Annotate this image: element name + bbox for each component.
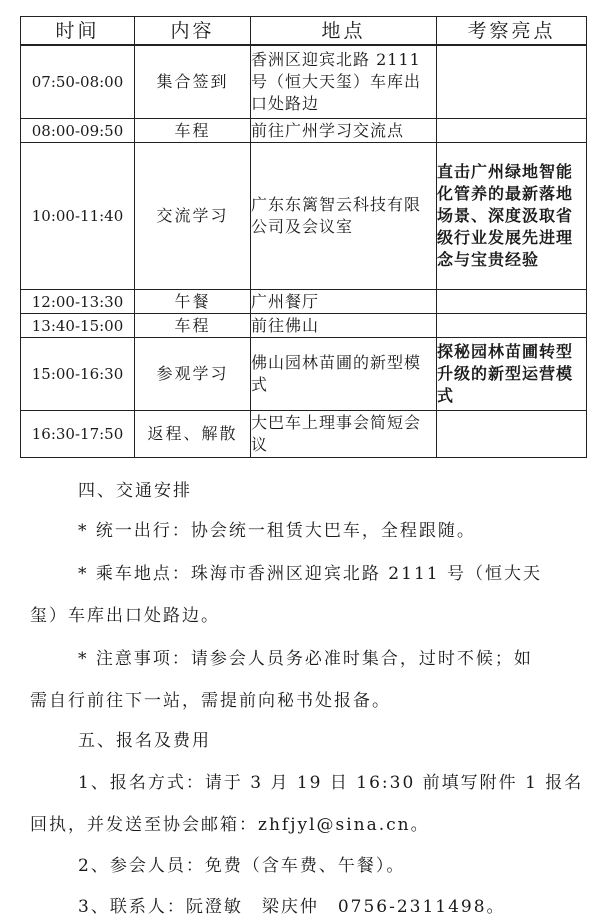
registration-method-line2: 回执，并发送至协会邮箱：zhfjyl@sina.cn。	[30, 815, 430, 835]
cell-highlight	[437, 45, 587, 119]
cell-time: 12:00-13:30	[21, 290, 135, 314]
table-row	[21, 338, 587, 411]
cell-highlight: 探秘园林苗圃转型升级的新型运营模式	[437, 338, 587, 411]
section-5-title: 五、报名及费用	[78, 731, 211, 751]
cell-place: 广州餐厅	[251, 290, 437, 314]
cell-time: 10:00-11:40	[21, 143, 135, 290]
cell-highlight: 直击广州绿地智能化管养的最新落地场景、深度汲取省级行业发展先进理念与宝贵经验	[437, 143, 587, 290]
cell-time: 13:40-15:00	[21, 314, 135, 338]
cell-place: 前往佛山	[251, 314, 437, 338]
table-row	[21, 119, 587, 143]
cell-content: 交流学习	[135, 143, 251, 290]
table-row	[21, 411, 587, 458]
transport-pickup-line1: * 乘车地点：珠海市香洲区迎宾北路 2111 号（恒大天	[78, 564, 542, 584]
table-row	[21, 143, 587, 290]
contact-persons: 3、联系人：阮澄敏 梁庆仲 0756-2311498。	[78, 897, 506, 917]
transport-notice-line1: * 注意事项：请参会人员务必准时集合，过时不候；如	[78, 649, 533, 669]
cell-content: 参观学习	[135, 338, 251, 411]
cell-highlight	[437, 411, 587, 458]
cell-highlight	[437, 119, 587, 143]
cell-time: 07:50-08:00	[21, 45, 135, 119]
schedule-table	[20, 16, 587, 458]
cell-place: 广东东篱智云科技有限公司及会议室	[251, 143, 437, 290]
registration-method-line1: 1、报名方式：请于 3 月 19 日 16:30 前填写附件 1 报名	[78, 773, 584, 793]
cell-content: 集合签到	[135, 45, 251, 119]
cell-content: 午餐	[135, 290, 251, 314]
header-highlight: 考察亮点	[437, 17, 587, 46]
transport-pickup-line2: 玺）车库出口处路边。	[30, 606, 220, 626]
cell-place: 佛山园林苗圃的新型模式	[251, 338, 437, 411]
table-header-row	[21, 17, 587, 46]
cell-highlight	[437, 290, 587, 314]
section-4-title: 四、交通安排	[78, 481, 192, 501]
cell-time: 08:00-09:50	[21, 119, 135, 143]
header-time: 时间	[21, 17, 135, 46]
header-place: 地点	[251, 17, 437, 46]
table-row	[21, 290, 587, 314]
cell-content: 车程	[135, 119, 251, 143]
participants-fee: 2、参会人员：免费（含车费、午餐）。	[78, 856, 406, 876]
header-content: 内容	[135, 17, 251, 46]
cell-place: 前往广州学习交流点	[251, 119, 437, 143]
cell-highlight	[437, 314, 587, 338]
table-row	[21, 45, 587, 119]
cell-place: 大巴车上理事会简短会议	[251, 411, 437, 458]
cell-content: 返程、解散	[135, 411, 251, 458]
transport-uniform: * 统一出行：协会统一租赁大巴车，全程跟随。	[78, 521, 476, 541]
cell-content: 车程	[135, 314, 251, 338]
table-row	[21, 314, 587, 338]
cell-place: 香洲区迎宾北路 2111 号（恒大天玺）车库出口处路边	[251, 45, 437, 119]
cell-time: 15:00-16:30	[21, 338, 135, 411]
transport-notice-line2: 需自行前往下一站，需提前向秘书处报备。	[30, 691, 391, 711]
cell-time: 16:30-17:50	[21, 411, 135, 458]
